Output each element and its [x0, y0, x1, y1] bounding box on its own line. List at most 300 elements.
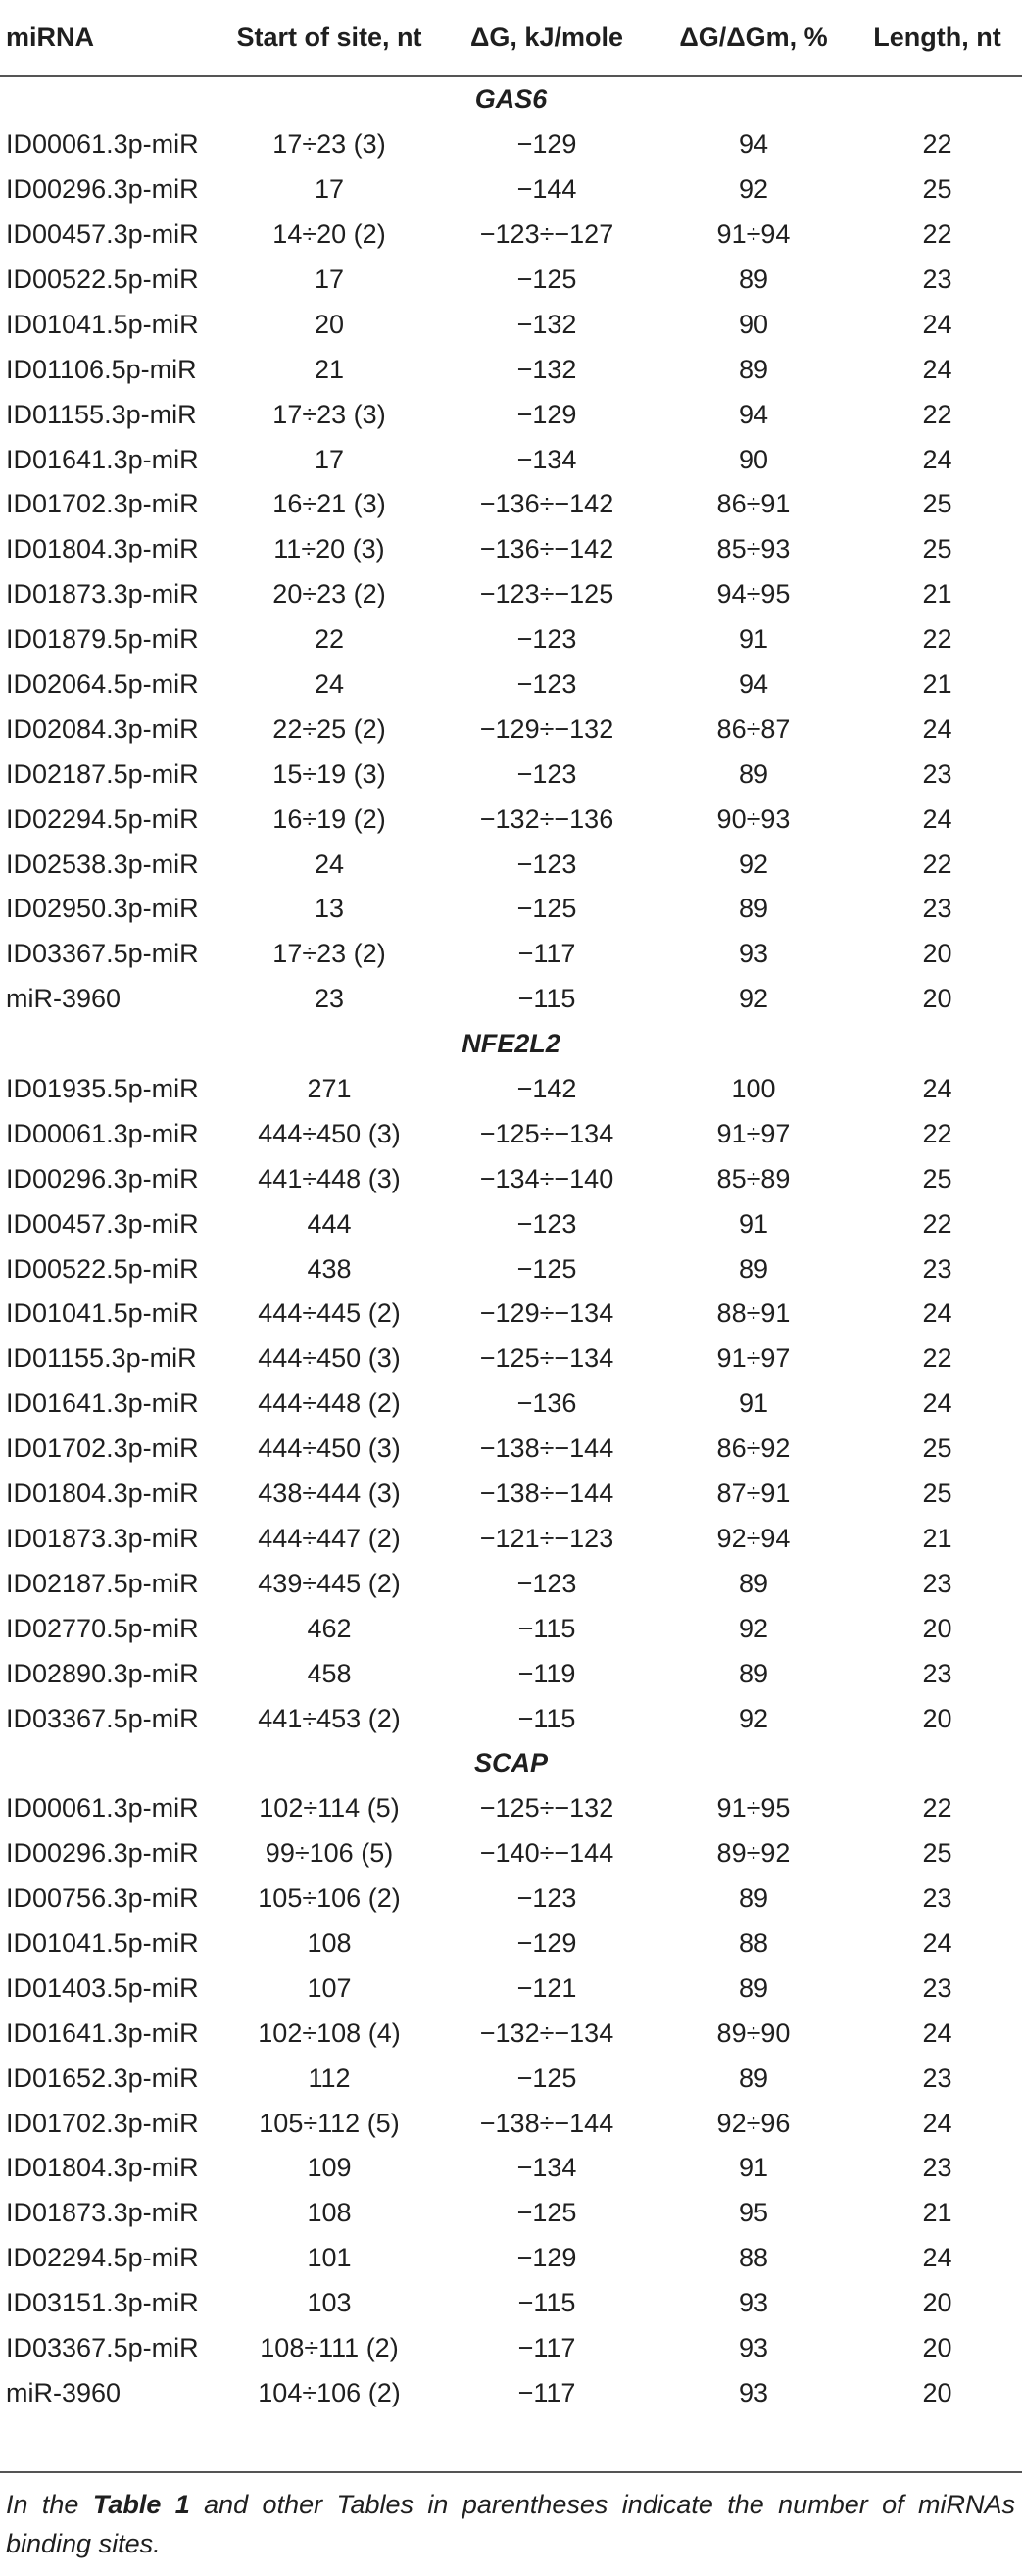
mirna-cell: ID01403.5p-miR: [6, 1972, 199, 2003]
length-cell: 22: [922, 129, 952, 160]
length-cell: 23: [922, 1658, 952, 1688]
footnote-prefix: In the: [6, 2490, 93, 2519]
section-header-row: [0, 1022, 1022, 1067]
start-site-cell: 20: [314, 309, 345, 339]
delta-g-ratio-cell: 89: [738, 1253, 769, 1284]
start-site-cell: 17: [314, 265, 345, 294]
delta-g-cell: −123: [516, 849, 577, 879]
mirna-cell: ID02064.5p-miR: [6, 669, 199, 700]
start-site-cell: 16÷21 (3): [272, 489, 386, 519]
length-cell: 24: [922, 1388, 952, 1419]
table-row: [0, 122, 1022, 168]
delta-g-cell: −115: [517, 984, 576, 1014]
length-cell: 22: [922, 1793, 952, 1823]
delta-g-cell: −119: [517, 1658, 576, 1688]
mirna-cell: ID02538.3p-miR: [6, 849, 199, 879]
mirna-cell: ID00061.3p-miR: [6, 129, 199, 160]
table-row: [0, 437, 1022, 482]
length-cell: 24: [922, 803, 952, 834]
mirna-cell: ID00457.3p-miR: [6, 1208, 199, 1239]
start-site-cell: 105÷112 (5): [259, 2108, 400, 2138]
delta-g-ratio-cell: 90: [738, 444, 769, 474]
mirna-cell: ID00061.3p-miR: [6, 1118, 199, 1148]
start-site-cell: 108: [307, 1927, 352, 1958]
delta-g-cell: −132÷−134: [479, 2017, 614, 2048]
delta-g-ratio-cell: 92: [738, 984, 769, 1014]
table-row: [0, 1517, 1022, 1562]
table-row: [0, 572, 1022, 617]
delta-g-cell: −138÷−144: [479, 1434, 614, 1464]
mirna-cell: ID01873.3p-miR: [6, 1523, 199, 1553]
delta-g-ratio-cell: 88: [738, 2243, 769, 2273]
start-site-cell: 13: [314, 894, 345, 924]
mirna-cell: ID01041.5p-miR: [6, 309, 199, 339]
length-cell: 23: [922, 2153, 952, 2183]
delta-g-ratio-cell: 89: [738, 354, 769, 384]
delta-g-ratio-cell: 92: [738, 1703, 769, 1733]
start-site-cell: 444÷445 (2): [258, 1298, 401, 1329]
delta-g-cell: −144: [516, 174, 577, 205]
mirna-cell: ID01702.3p-miR: [6, 489, 199, 519]
delta-g-ratio-cell: 91÷95: [716, 1793, 791, 1823]
delta-g-cell: −132÷−136: [479, 803, 614, 834]
length-cell: 24: [922, 1298, 952, 1329]
length-cell: 23: [922, 2063, 952, 2093]
table-row: [0, 2191, 1022, 2236]
length-cell: 23: [922, 758, 952, 789]
table-row: [0, 2370, 1022, 2415]
length-cell: 21: [922, 669, 952, 700]
length-cell: 25: [922, 1163, 952, 1193]
start-site-cell: 444÷447 (2): [258, 1523, 401, 1553]
table-header: [0, 0, 1022, 76]
delta-g-ratio-cell: 92: [738, 1613, 769, 1643]
footnote-table-ref: Table 1: [92, 2490, 190, 2519]
length-cell: 24: [922, 444, 952, 474]
mirna-cell: ID01702.3p-miR: [6, 2108, 199, 2138]
start-site-cell: 22÷25 (2): [272, 713, 386, 744]
start-site-cell: 439÷445 (2): [258, 1568, 401, 1598]
table-row: [0, 842, 1022, 887]
delta-g-cell: −129: [516, 2243, 577, 2273]
length-cell: 20: [922, 939, 952, 969]
delta-g-ratio-cell: 100: [731, 1074, 776, 1104]
delta-g-ratio-cell: 89: [738, 1972, 769, 2003]
delta-g-ratio-cell: 93: [738, 2377, 769, 2407]
delta-g-ratio-cell: 92÷94: [716, 1523, 791, 1553]
delta-g-ratio-cell: 89: [738, 1568, 769, 1598]
length-cell: 24: [922, 1927, 952, 1958]
delta-g-ratio-cell: 89: [738, 758, 769, 789]
start-site-cell: 23: [314, 984, 345, 1014]
table-row: [0, 347, 1022, 392]
table-row: [0, 213, 1022, 258]
mirna-cell: ID01804.3p-miR: [6, 534, 199, 564]
length-cell: 20: [922, 1613, 952, 1643]
mirna-cell: ID01641.3p-miR: [6, 2017, 199, 2048]
table-row: [0, 1337, 1022, 1382]
section-header-row: [0, 76, 1022, 122]
delta-g-cell: −125: [516, 2198, 577, 2228]
table-row: [0, 2056, 1022, 2101]
length-cell: 21: [922, 579, 952, 609]
gene-section-title: GAS6: [474, 84, 548, 115]
delta-g-ratio-cell: 86÷87: [716, 713, 791, 744]
table-row: [0, 168, 1022, 213]
delta-g-ratio-cell: 88÷91: [716, 1298, 791, 1329]
delta-g-cell: −129: [516, 399, 577, 429]
delta-g-ratio-cell: 92÷96: [716, 2108, 791, 2138]
delta-g-ratio-cell: 91: [738, 1388, 769, 1419]
start-site-cell: 444÷450 (3): [258, 1343, 401, 1374]
start-site-cell: 458: [307, 1658, 352, 1688]
start-site-cell: 444: [307, 1208, 352, 1239]
table-row: [0, 706, 1022, 752]
delta-g-cell: −142: [516, 1074, 577, 1104]
start-site-cell: 14÷20 (2): [272, 219, 386, 250]
delta-g-ratio-cell: 92: [738, 849, 769, 879]
table-row: [0, 1786, 1022, 1831]
delta-g-ratio-cell: 93: [738, 2332, 769, 2362]
start-site-cell: 109: [307, 2153, 352, 2183]
delta-g-cell: −136: [516, 1388, 577, 1419]
table-row: [0, 1067, 1022, 1112]
table-row: [0, 662, 1022, 707]
mirna-cell: ID00522.5p-miR: [6, 265, 199, 294]
start-site-cell: 24: [314, 669, 345, 700]
mirna-cell: ID03367.5p-miR: [6, 1703, 199, 1733]
table-row: [0, 2011, 1022, 2056]
length-cell: 22: [922, 219, 952, 250]
start-site-cell: 99÷106 (5): [265, 1838, 394, 1869]
delta-g-cell: −129: [516, 1927, 577, 1958]
start-site-cell: 16÷19 (2): [272, 803, 386, 834]
length-cell: 22: [922, 849, 952, 879]
mirna-cell: ID00522.5p-miR: [6, 1253, 199, 1284]
delta-g-cell: −123: [516, 669, 577, 700]
length-cell: 20: [922, 2288, 952, 2318]
delta-g-ratio-cell: 85÷93: [716, 534, 791, 564]
start-site-cell: 17÷23 (3): [272, 129, 386, 160]
table-row: [0, 1876, 1022, 1921]
length-cell: 24: [922, 354, 952, 384]
table-row: [0, 1291, 1022, 1337]
delta-g-cell: −138÷−144: [479, 2108, 614, 2138]
start-site-cell: 102÷108 (4): [258, 2017, 401, 2048]
start-site-cell: 24: [314, 849, 345, 879]
mirna-cell: ID00296.3p-miR: [6, 174, 199, 205]
delta-g-ratio-cell: 91÷97: [716, 1343, 791, 1374]
table-row: [0, 2326, 1022, 2371]
table-row: [0, 1382, 1022, 1427]
delta-g-ratio-cell: 89: [738, 1658, 769, 1688]
start-site-cell: 11÷20 (3): [273, 534, 385, 564]
length-cell: 25: [922, 1479, 952, 1509]
mirna-cell: ID01879.5p-miR: [6, 624, 199, 655]
mirna-cell: ID02187.5p-miR: [6, 758, 199, 789]
table-row: [0, 527, 1022, 572]
table-row: [0, 752, 1022, 797]
table-row: [0, 2281, 1022, 2326]
delta-g-ratio-cell: 94: [738, 399, 769, 429]
start-site-cell: 104÷106 (2): [258, 2377, 401, 2407]
delta-g-ratio-cell: 93: [738, 939, 769, 969]
start-site-cell: 107: [307, 1972, 352, 2003]
mirna-cell: ID02890.3p-miR: [6, 1658, 199, 1688]
length-cell: 24: [922, 309, 952, 339]
table-row: [0, 977, 1022, 1022]
length-cell: 23: [922, 1568, 952, 1598]
mirna-cell: ID01041.5p-miR: [6, 1298, 199, 1329]
table-row: [0, 302, 1022, 347]
delta-g-cell: −129÷−132: [479, 713, 614, 744]
start-site-cell: 444÷448 (2): [258, 1388, 401, 1419]
delta-g-cell: −123÷−125: [479, 579, 614, 609]
delta-g-cell: −123: [516, 1883, 577, 1914]
delta-g-ratio-cell: 94÷95: [716, 579, 791, 609]
start-site-cell: 462: [307, 1613, 352, 1643]
start-site-cell: 17: [314, 174, 345, 205]
start-site-cell: 22: [314, 624, 345, 655]
footnote-suffix: and other Tables in parentheses indicate the number of miRNAs binding sites.: [6, 2490, 1015, 2558]
table-row: [0, 1651, 1022, 1696]
delta-g-ratio-cell: 88: [738, 1927, 769, 1958]
delta-g-cell: −117: [517, 939, 576, 969]
table-row: [0, 887, 1022, 932]
table-row: [0, 1156, 1022, 1201]
start-site-cell: 108: [307, 2198, 352, 2228]
delta-g-ratio-cell: 91: [738, 1208, 769, 1239]
delta-g-ratio-cell: 90: [738, 309, 769, 339]
start-site-cell: 438÷444 (3): [258, 1479, 401, 1509]
mirna-cell: ID03151.3p-miR: [6, 2288, 199, 2318]
delta-g-cell: −117: [517, 2332, 576, 2362]
length-cell: 24: [922, 1074, 952, 1104]
delta-g-cell: −125: [516, 2063, 577, 2093]
delta-g-ratio-cell: 89: [738, 265, 769, 294]
table-row: [0, 1696, 1022, 1741]
delta-g-ratio-cell: 89÷92: [716, 1838, 791, 1869]
delta-g-ratio-cell: 92: [738, 174, 769, 205]
length-cell: 21: [922, 2198, 952, 2228]
mirna-cell: ID00061.3p-miR: [6, 1793, 199, 1823]
delta-g-cell: −129÷−134: [479, 1298, 614, 1329]
mirna-cell: ID01935.5p-miR: [6, 1074, 199, 1104]
mirna-cell: ID02950.3p-miR: [6, 894, 199, 924]
delta-g-cell: −123: [516, 758, 577, 789]
header-start-of-site: Start of site, nt: [219, 0, 439, 76]
start-site-cell: 103: [307, 2288, 352, 2318]
length-cell: 25: [922, 174, 952, 205]
mirna-cell: ID00756.3p-miR: [6, 1883, 199, 1914]
table-row: [0, 1606, 1022, 1651]
delta-g-cell: −125÷−134: [479, 1343, 614, 1374]
mirna-cell: ID02294.5p-miR: [6, 803, 199, 834]
start-site-cell: 112: [308, 2063, 351, 2093]
mirna-cell: ID01106.5p-miR: [6, 354, 197, 384]
delta-g-cell: −140÷−144: [479, 1838, 614, 1869]
start-site-cell: 17÷23 (2): [272, 939, 386, 969]
delta-g-cell: −125: [516, 1253, 577, 1284]
length-cell: 25: [922, 1838, 952, 1869]
start-site-cell: 271: [307, 1074, 352, 1104]
delta-g-cell: −132: [516, 354, 577, 384]
start-site-cell: 17: [314, 444, 345, 474]
delta-g-cell: −123: [516, 1568, 577, 1598]
delta-g-cell: −123: [516, 1208, 577, 1239]
delta-g-ratio-cell: 95: [738, 2198, 769, 2228]
mirna-cell: ID01641.3p-miR: [6, 444, 199, 474]
mirna-cell: ID03367.5p-miR: [6, 2332, 199, 2362]
table-row: [0, 392, 1022, 437]
delta-g-cell: −115: [517, 1613, 576, 1643]
mirna-cell: ID01155.3p-miR: [6, 399, 197, 429]
delta-g-ratio-cell: 91: [738, 624, 769, 655]
table-footnote: [6, 2485, 1015, 2563]
start-site-cell: 21: [314, 354, 345, 384]
delta-g-cell: −136÷−142: [479, 534, 614, 564]
table-row: [0, 797, 1022, 842]
table-row: [0, 482, 1022, 527]
header-length: Length, nt: [852, 0, 1022, 76]
delta-g-cell: −129: [516, 129, 577, 160]
delta-g-cell: −121÷−123: [479, 1523, 614, 1553]
length-cell: 20: [922, 2332, 952, 2362]
length-cell: 23: [922, 265, 952, 294]
mirna-cell: ID02770.5p-miR: [6, 1613, 199, 1643]
mirna-cell: ID01652.3p-miR: [6, 2063, 199, 2093]
length-cell: 24: [922, 713, 952, 744]
table-row: [0, 617, 1022, 662]
table-row: [0, 1966, 1022, 2011]
start-site-cell: 441÷453 (2): [258, 1703, 401, 1733]
length-cell: 23: [922, 894, 952, 924]
start-site-cell: 102÷114 (5): [259, 1793, 400, 1823]
delta-g-cell: −136÷−142: [479, 489, 614, 519]
start-site-cell: 108÷111 (2): [260, 2332, 399, 2362]
mirna-cell: ID02294.5p-miR: [6, 2243, 199, 2273]
length-cell: 23: [922, 1883, 952, 1914]
start-site-cell: 438: [307, 1253, 352, 1284]
delta-g-cell: −115: [517, 1703, 576, 1733]
delta-g-cell: −134: [516, 2153, 577, 2183]
header-delta-g-ratio: ΔG/ΔGm, %: [655, 0, 852, 76]
length-cell: 20: [922, 1703, 952, 1733]
start-site-cell: 441÷448 (3): [258, 1163, 401, 1193]
length-cell: 20: [922, 2377, 952, 2407]
table-bottom-rule: [0, 2471, 1022, 2473]
delta-g-cell: −138÷−144: [479, 1479, 614, 1509]
delta-g-cell: −134: [516, 444, 577, 474]
table-row: [0, 2236, 1022, 2281]
delta-g-ratio-cell: 89÷90: [716, 2017, 791, 2048]
delta-g-ratio-cell: 93: [738, 2288, 769, 2318]
length-cell: 24: [922, 2243, 952, 2273]
delta-g-ratio-cell: 87÷91: [716, 1479, 791, 1509]
mirna-cell: ID00296.3p-miR: [6, 1163, 199, 1193]
mirna-cell: ID01804.3p-miR: [6, 2153, 199, 2183]
length-cell: 22: [922, 1343, 952, 1374]
delta-g-ratio-cell: 91÷97: [716, 1118, 791, 1148]
length-cell: 22: [922, 1118, 952, 1148]
delta-g-ratio-cell: 85÷89: [716, 1163, 791, 1193]
delta-g-cell: −134÷−140: [479, 1163, 614, 1193]
mirna-cell: ID00296.3p-miR: [6, 1838, 199, 1869]
start-site-cell: 101: [307, 2243, 352, 2273]
mirna-cell: ID02084.3p-miR: [6, 713, 199, 744]
header-row: [0, 0, 1022, 76]
gene-section-title: NFE2L2: [462, 1029, 560, 1059]
length-cell: 24: [922, 2108, 952, 2138]
delta-g-ratio-cell: 86÷92: [716, 1434, 791, 1464]
start-site-cell: 15÷19 (3): [272, 758, 386, 789]
table-row: [0, 1246, 1022, 1291]
table-row: [0, 1111, 1022, 1156]
mirna-cell: miR-3960: [6, 984, 122, 1014]
delta-g-cell: −123: [516, 624, 577, 655]
delta-g-cell: −125÷−134: [479, 1118, 614, 1148]
mirna-cell: ID00457.3p-miR: [6, 219, 199, 250]
table-body: [0, 76, 1022, 2415]
length-cell: 23: [922, 1253, 952, 1284]
mirna-cell: ID01041.5p-miR: [6, 1927, 199, 1958]
mirna-cell: ID02187.5p-miR: [6, 1568, 199, 1598]
delta-g-ratio-cell: 90÷93: [716, 803, 791, 834]
gene-section-title: SCAP: [473, 1748, 548, 1778]
mirna-cell: ID01155.3p-miR: [6, 1343, 197, 1374]
delta-g-cell: −125: [516, 894, 577, 924]
delta-g-cell: −121: [516, 1972, 577, 2003]
table-row: [0, 2146, 1022, 2191]
table-row: [0, 2101, 1022, 2146]
length-cell: 21: [922, 1523, 952, 1553]
table-row: [0, 1921, 1022, 1967]
length-cell: 25: [922, 489, 952, 519]
delta-g-ratio-cell: 94: [738, 129, 769, 160]
delta-g-ratio-cell: 89: [738, 894, 769, 924]
length-cell: 22: [922, 399, 952, 429]
start-site-cell: 444÷450 (3): [258, 1434, 401, 1464]
section-header-row: [0, 1741, 1022, 1786]
table-row: [0, 932, 1022, 977]
length-cell: 22: [922, 1208, 952, 1239]
delta-g-cell: −125÷−132: [479, 1793, 614, 1823]
delta-g-ratio-cell: 91: [738, 2153, 769, 2183]
table-row: [0, 1472, 1022, 1517]
table-row: [0, 1831, 1022, 1876]
start-site-cell: 105÷106 (2): [258, 1883, 401, 1914]
mirna-cell: ID01873.3p-miR: [6, 579, 199, 609]
mirna-cell: ID03367.5p-miR: [6, 939, 199, 969]
table-row: [0, 258, 1022, 303]
start-site-cell: 444÷450 (3): [258, 1118, 401, 1148]
mirna-cell: ID01804.3p-miR: [6, 1479, 199, 1509]
header-delta-g: ΔG, kJ/mole: [439, 0, 655, 76]
length-cell: 23: [922, 1972, 952, 2003]
table-row: [0, 1427, 1022, 1472]
header-mirna: miRNA: [0, 0, 219, 76]
table-row: [0, 1561, 1022, 1606]
length-cell: 25: [922, 534, 952, 564]
length-cell: 22: [922, 624, 952, 655]
delta-g-ratio-cell: 89: [738, 2063, 769, 2093]
start-site-cell: 20÷23 (2): [272, 579, 386, 609]
table-row: [0, 1201, 1022, 1246]
length-cell: 24: [922, 2017, 952, 2048]
delta-g-cell: −123÷−127: [479, 219, 614, 250]
delta-g-ratio-cell: 91÷94: [716, 219, 791, 250]
delta-g-ratio-cell: 89: [738, 1883, 769, 1914]
